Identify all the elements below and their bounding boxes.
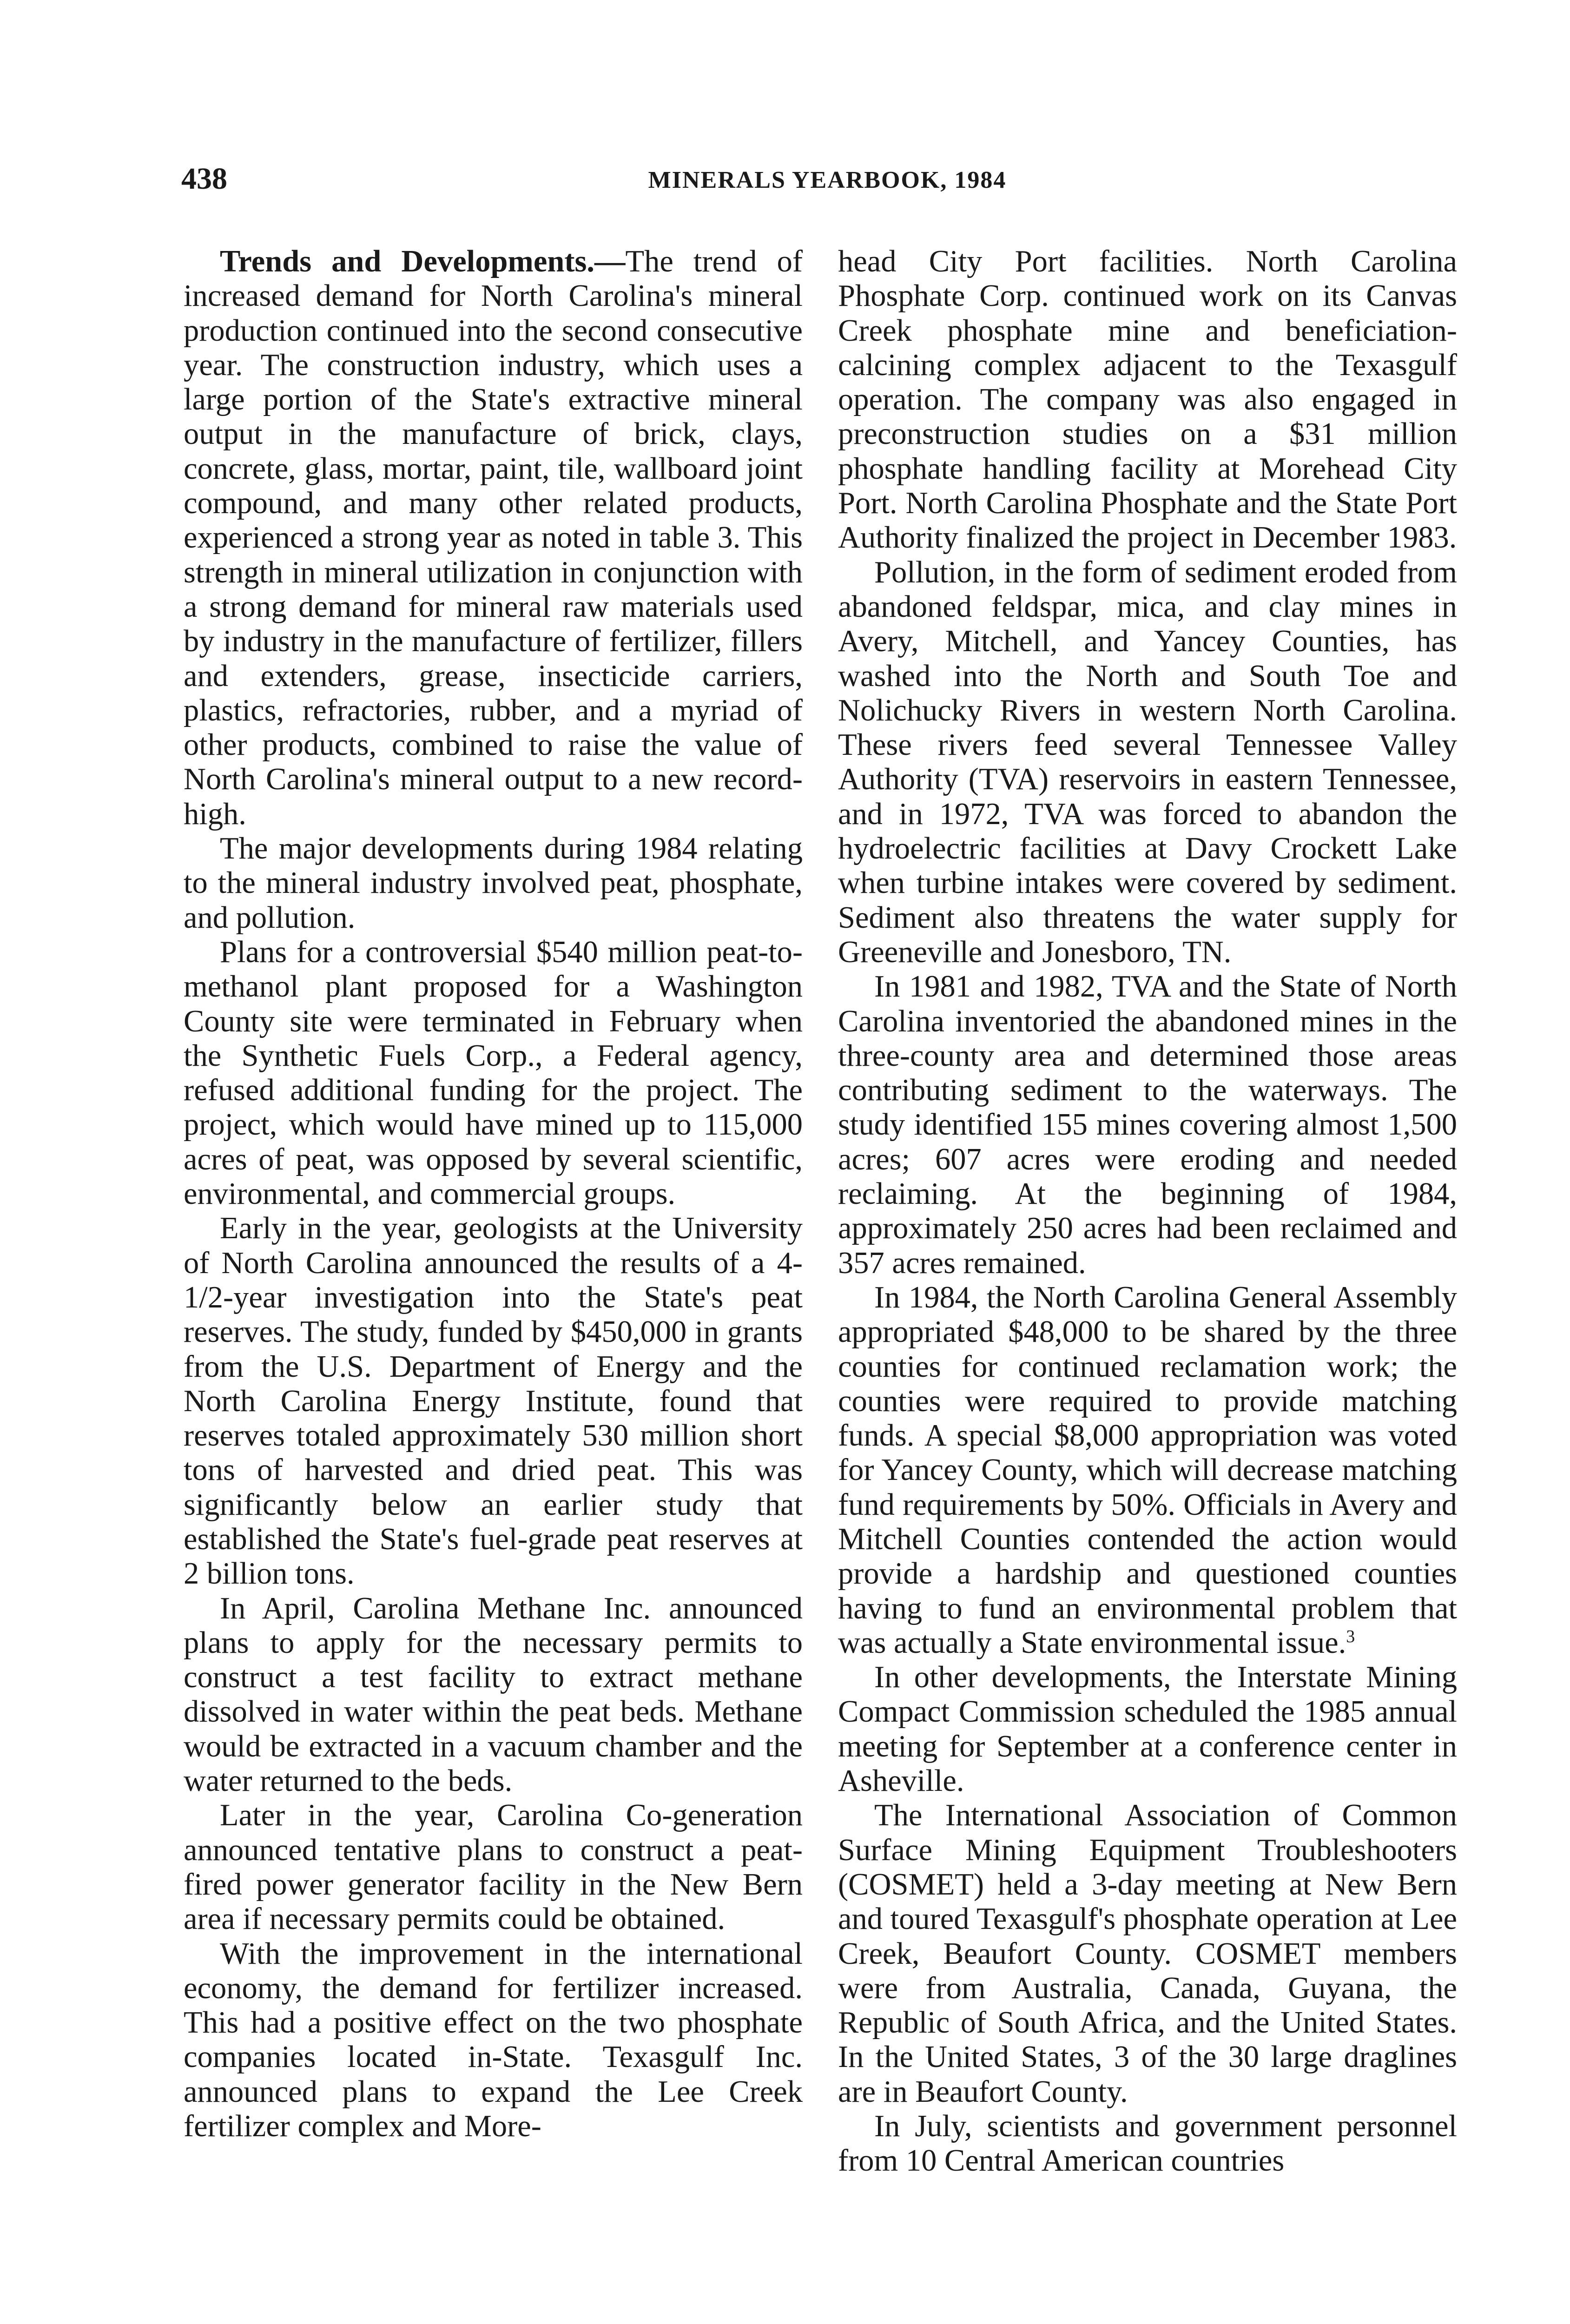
- paragraph-trends-text: The trend of increased demand for North Carolina's mineral production continued into the second consecutive year. The construction industry, which uses a large portion of the State's extractive mineral output in the manufacture of brick, clays, concrete, glass, mortar, paint, tile, wallboard joint compound, and many other related products, experienced a strong year as noted in table 3. This strength in mineral utilization in conjunction with a strong demand for mineral raw materials used by industry in the manufacture of fertilizer, fillers and extenders, grease, insecticide carriers, plastics, refractories, rubber, and a myriad of other products, combined to raise the value of North Carolina's mineral output to a new record-high.: [184, 244, 803, 831]
- section-heading: Trends and Developments.—: [220, 244, 626, 278]
- paragraph-cosmet: The International Association of Common Surface Mining Equipment Troubleshooters (COSMET) held a 3-day meeting at New Bern and toured Texasgulf's phosphate operation at Lee Creek, Beaufort County. COSMET members were from Australia, Canada, Guyana, the Republic of South Africa, and the United States. In the United States, 3 of the 30 large draglines are in Beaufort County.: [838, 1798, 1457, 2109]
- paragraph-major-developments: The major developments during 1984 relating to the mineral industry involved peat, phosphate, and pollution.: [184, 832, 803, 935]
- footnote-marker: 3: [1346, 1626, 1355, 1646]
- paragraph-mining-compact: In other developments, the Interstate Mining Compact Commission scheduled the 1985 annual meeting for September at a conference center in Asheville.: [838, 1660, 1457, 1798]
- paragraph-pollution: Pollution, in the form of sediment eroded from abandoned feldspar, mica, and clay mines in Avery, Mitchell, and Yancey Counties, has washed into the North and South Toe and Nolichucky Rivers in western North Carolina. These rivers feed several Tennessee Valley Authority (TVA) reservoirs in eastern Tennessee, and in 1972, TVA was forced to abandon the hydroelectric facilities at Davy Crockett Lake when turbine intakes were covered by sediment. Sediment also threatens the water supply for Greeneville and Jonesboro, TN.: [838, 555, 1457, 969]
- paragraph-trends: [184, 244, 803, 832]
- paragraph-peat-reserves-study: Early in the year, geologists at the University of North Carolina announced the results of a 4-1/2-year investigation into the State's peat reserves. The study, funded by $450,000 in grants from the U.S. Department of Energy and the North Carolina Energy Institute, found that reserves totaled approximately 530 million short tons of harvested and dried peat. This was significantly below an earlier study that established the State's fuel-grade peat reserves at 2 billion tons.: [184, 1211, 803, 1591]
- paragraph-fertilizer-demand: With the improvement in the international economy, the demand for fertilizer increased. This had a positive effect on the two phosphate companies located in-State. Texasgulf Inc. announced plans to expand the Lee Creek fertilizer complex and More-: [184, 1936, 803, 2144]
- left-column: [184, 244, 803, 2144]
- running-title: MINERALS YEARBOOK, 1984: [648, 167, 1007, 193]
- paragraph-tva-inventory: In 1981 and 1982, TVA and the State of North Carolina inventoried the abandoned mines in the three-county area and determined those areas contributing sediment to the waterways. The study identified 155 mines covering almost 1,500 acres; 607 acres were eroding and needed reclaiming. At the beginning of 1984, approximately 250 acres had been reclaimed and 357 acres remained.: [838, 970, 1457, 1280]
- page-number: 438: [181, 162, 227, 196]
- right-column: [838, 244, 1457, 2179]
- paragraph-carolina-cogeneration: Later in the year, Carolina Co-generation announced tentative plans to construct a peat-fired power generator facility in the New Bern area if necessary permits could be obtained.: [184, 1798, 803, 1936]
- paragraph-carolina-methane: In April, Carolina Methane Inc. announced plans to apply for the necessary permits to construct a test facility to extract methane dissolved in water within the peat beds. Methane would be extracted in a vacuum chamber and the water returned to the beds.: [184, 1591, 803, 1798]
- paragraph-peat-methanol-plant: Plans for a controversial $540 million peat-to-methanol plant proposed for a Washington County site were terminated in February when the Synthetic Fuels Corp., a Federal agency, refused additional funding for the project. The project, which would have mined up to 115,000 acres of peat, was opposed by several scientific, environmental, and commercial groups.: [184, 935, 803, 1211]
- paragraph-phosphate-port: head City Port facilities. North Carolina Phosphate Corp. continued work on its Canvas Creek phosphate mine and beneficiation-calcining complex adjacent to the Texasgulf operation. The company was also engaged in preconstruction studies on a $31 million phosphate handling facility at Morehead City Port. North Carolina Phosphate and the State Port Authority finalized the project in December 1983.: [838, 244, 1457, 555]
- paragraph-central-america: In July, scientists and government personnel from 10 Central American countries: [838, 2109, 1457, 2178]
- paragraph-general-assembly: [838, 1281, 1457, 1660]
- paragraph-general-assembly-text: In 1984, the North Carolina General Assembly appropriated $48,000 to be shared by the three counties for continued reclamation work; the counties were required to provide matching funds. A special $8,000 appropriation was voted for Yancey County, which will decrease matching fund requirements by 50%. Officials in Avery and Mitchell Counties contended the action would provide a hardship and questioned counties having to fund an environmental problem that was actually a State environmental issue.: [838, 1280, 1457, 1660]
